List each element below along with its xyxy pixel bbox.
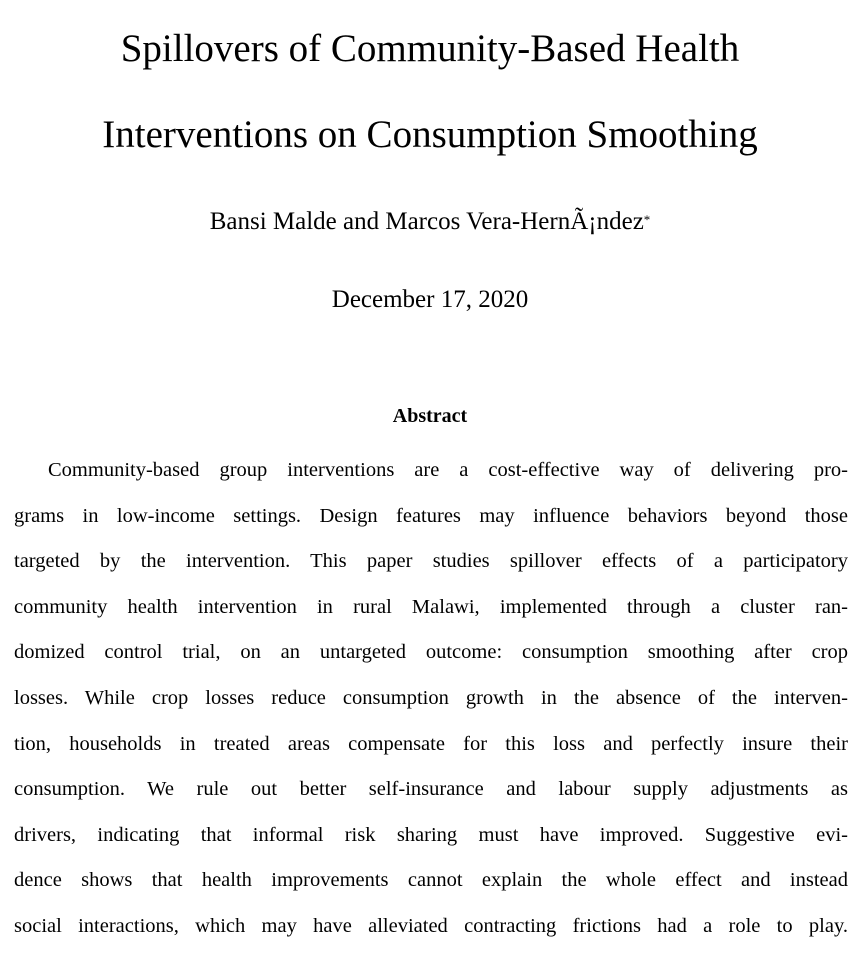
authors-text: Bansi Malde and Marcos Vera-HernÃ¡ndez <box>209 208 644 235</box>
abstract-line: consumption. We rule out better self-insurance and labour supply adjustments as <box>14 778 848 801</box>
abstract-line: community health intervention in rural Malawi, implemented through a cluster ran- <box>14 595 848 618</box>
publication-date: December 17, 2020 <box>331 286 529 313</box>
abstract-line: losses. While crop losses reduce consumption growth in the absence of the interven- <box>14 686 848 709</box>
abstract-line: domized control trial, on an untargeted outcome: consumption smoothing after crop <box>14 641 848 664</box>
abstract-line: dence shows that health improvements cannot explain the whole effect and instead <box>14 869 848 892</box>
abstract-heading: Abstract <box>392 405 468 427</box>
abstract-body <box>14 452 848 954</box>
abstract-line: drivers, indicating that informal risk sharing must have improved. Suggestive evi- <box>14 823 848 846</box>
title-line-1: Spillovers of Community-Based Health <box>120 27 740 70</box>
abstract-line: social interactions, which may have alleviated contracting frictions had a role to play. <box>14 914 848 937</box>
title-line-2: Interventions on Consumption Smoothing <box>102 113 758 156</box>
abstract-line: grams in low-income settings. Design features may influence behaviors beyond those <box>14 504 848 527</box>
footnote-mark[interactable]: * <box>643 212 651 227</box>
abstract-line: Community-based group interventions are a cost-effective way of delivering pro- <box>48 459 848 481</box>
author-list <box>0 202 860 242</box>
abstract-line: targeted by the intervention. This paper studies spillover effects of a participatory <box>14 550 848 573</box>
abstract-line: tion, households in treated areas compensate for this loss and perfectly insure their <box>14 732 848 755</box>
paper-title <box>0 6 860 178</box>
